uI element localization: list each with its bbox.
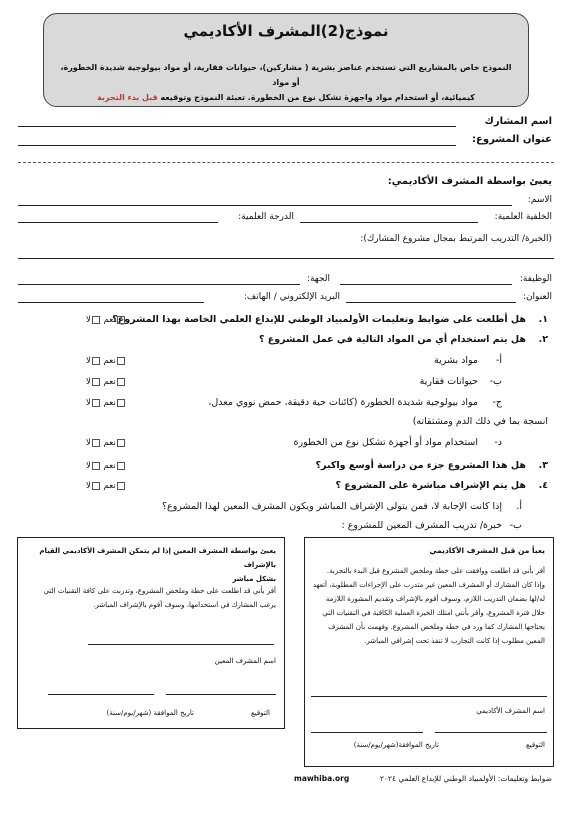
address-field[interactable] <box>346 302 516 303</box>
supervisor-section-heading: يعبئ بواسطة المشرف الأكاديمي: <box>387 176 552 187</box>
question-1-yes-checkbox[interactable] <box>117 316 125 324</box>
designated-supervisor-signature-label: التوقيع <box>251 709 270 717</box>
entity-label: الجهة: <box>306 274 330 284</box>
question-1-options: نعم لا <box>86 315 126 325</box>
designated-supervisor-panel <box>17 537 285 729</box>
academic-supervisor-panel <box>304 537 554 767</box>
job-label: الوظيفة: <box>519 274 552 284</box>
form-description <box>58 60 514 105</box>
supervisor-name-label: الاسم: <box>527 195 552 205</box>
academic-supervisor-date-label: تاريخ الموافقة(شهر/يوم/سنة) <box>353 741 439 749</box>
material-biohazard-no-checkbox[interactable] <box>92 399 100 407</box>
question-2-number: ٢. <box>538 334 548 345</box>
email-phone-label: البريد الإلكتروني / الهاتف: <box>243 292 340 302</box>
designated-supervisor-name-field[interactable] <box>88 644 274 645</box>
designated-supervisor-name-label: اسم المشرف المعين <box>214 657 276 665</box>
academic-supervisor-declaration: أقر بأني قد اطلعت ووافقت على خطة وملخص المشروع قبل البدء بالتجربة. وإذا كان المشارك أو المشرف المعين غير متدرب على الإجراءات المطلوبة، أتعهد له/لها بضمان التدريب اللازم، وسوف أقوم بالإشراف وتقديم المشورة اللازمة خلال فترة المشروع، وأقر بأنني امتلك الخبرة العملية الكافية في التقنيات التي يحتاجها المشارك كما ورد في خطة وملخص المشروع. وفهمت بأن المشرف المعين مطلوب إذا كانت التجارب لا تنفذ تحت إشرافي المباشر. <box>312 567 545 645</box>
email-phone-field[interactable] <box>18 302 204 303</box>
form-title: نموذج(2)المشرف الأكاديمي <box>183 22 389 40</box>
question-4a-number: أ. <box>516 501 522 512</box>
footer-text: ضوابط وتعليمات: الأولمبياد الوطني للإبداع العلمي ٢٠٢٤ <box>379 774 552 783</box>
material-vertebrate: حيوانات فقارية <box>419 376 478 387</box>
academic-supervisor-name-field[interactable] <box>311 696 547 697</box>
form-header <box>43 13 529 107</box>
designated-supervisor-date-label: تاريخ الموافقة (شهر/يوم/سنة) <box>106 709 194 717</box>
question-1-no-checkbox[interactable] <box>92 316 100 324</box>
question-3-no-checkbox[interactable] <box>92 462 100 470</box>
material-human: مواد بشرية <box>434 355 478 366</box>
question-4-no-checkbox[interactable] <box>92 482 100 490</box>
question-4: هل يتم الإشراف مباشرة على المشروع ؟ <box>335 480 526 491</box>
material-biohazard: مواد بيولوجية شديدة الخطورة (كائنات حية دقيقة، حمض نووي معدل، <box>208 397 478 408</box>
designated-supervisor-date-field[interactable] <box>48 694 154 695</box>
question-1: هل أطلعت على ضوابط وتعليمات الأولمبياد الوطني للإبداع العلمي الخاصة بهذا المشروع؟ <box>112 314 526 325</box>
footer-site: mawhiba.org <box>294 774 350 783</box>
academic-supervisor-name-label: اسم المشرف الأكاديمي <box>476 707 545 715</box>
project-title-label: عنوان المشروع: <box>472 134 552 145</box>
material-vertebrate-options: نعم لا <box>86 377 126 387</box>
material-a-number: أ- <box>495 355 502 366</box>
participant-name-field[interactable] <box>18 126 456 127</box>
material-d-number: د- <box>494 437 502 448</box>
before-experiment-note: قبل بدء التجربة <box>97 93 158 102</box>
form-description-line-2: كيميائية، أو استخدام مواد واجهزة تشكل نوع من الخطورة. تعبئة النموذج وتوقيعه قبل بدء التجربة <box>97 93 475 102</box>
experience-label: (الخبرة/ التدريب المرتبط بمجال مشروع المشارك): <box>360 234 552 244</box>
supervisor-name-field[interactable] <box>18 205 512 206</box>
question-3-number: ٣. <box>538 460 548 471</box>
material-human-no-checkbox[interactable] <box>92 357 100 365</box>
academic-supervisor-signature-field[interactable] <box>435 732 547 733</box>
academic-supervisor-panel-title: يعبأ من قبل المشرف الأكاديمي <box>429 546 545 555</box>
academic-degree-field[interactable] <box>18 222 218 223</box>
material-c-number: ج- <box>492 397 502 408</box>
academic-supervisor-date-field[interactable] <box>311 732 423 733</box>
designated-supervisor-signature-field[interactable] <box>166 694 276 695</box>
entity-field[interactable] <box>18 284 300 285</box>
material-b-number: ب- <box>489 376 502 387</box>
question-4-options: نعم لا <box>86 481 126 491</box>
material-human-yes-checkbox[interactable] <box>117 357 125 365</box>
job-field[interactable] <box>340 284 512 285</box>
academic-supervisor-signature-label: التوقيع <box>526 741 545 749</box>
material-hazardous-no-checkbox[interactable] <box>92 439 100 447</box>
designated-supervisor-declaration: أقر بأني قد اطلعت على خطة وملخص المشروع، وتدربت على كافة التقنيات التي يرغب المشارك في استخدامها، وسوف أقوم بالإشراف المباشر. <box>43 587 276 609</box>
material-hazardous-options: نعم لا <box>86 438 126 448</box>
question-4a: إذا كانت الإجابة لا، فمن يتولى الإشراف المباشر ويكون المشرف المعين لهذا المشروع؟ <box>161 501 502 512</box>
material-hazardous-devices: استخدام مواد أو أجهزة تشكل نوع من الخطورة <box>293 437 478 448</box>
address-label: العنوان: <box>522 292 552 302</box>
experience-field[interactable] <box>18 258 554 259</box>
question-1-number: ١. <box>538 314 548 325</box>
material-biohazard-yes-checkbox[interactable] <box>117 399 125 407</box>
material-biohazard-continued: انسجة بما في ذلك الدم ومشتقاته) <box>412 416 548 427</box>
question-3: هل هذا المشروع جزء من دراسة أوسع واكبر؟ <box>315 460 526 471</box>
form-description-line-1: النموذج خاص بالمشاريع التي تستخدم عناصر بشرية ( مشاركين)، حيوانات فقارية، أو مواد بيولوجية شديدة الخطورة، أو مواد <box>60 63 512 87</box>
question-4-number: ٤. <box>538 480 548 491</box>
question-3-options: نعم لا <box>86 461 126 471</box>
question-4-yes-checkbox[interactable] <box>117 482 125 490</box>
divider <box>18 162 554 163</box>
question-2: هل يتم استخدام أي من المواد التالية في عمل المشروع ؟ <box>258 334 526 345</box>
academic-degree-label: الدرجة العلمية: <box>238 212 294 222</box>
participant-name-label: اسم المشارك <box>484 116 552 127</box>
project-title-field[interactable] <box>18 145 456 146</box>
designated-supervisor-panel-title: يعبئ بواسطة المشرف المعين إذا لم يتمكن المشرف الأكاديمي القيام بالإشراف بشكل مباشر <box>39 547 276 583</box>
question-4b-number: ب- <box>509 520 522 531</box>
material-vertebrate-yes-checkbox[interactable] <box>117 378 125 386</box>
question-4b: خبرة/ تدريب المشرف المعين للمشروع : <box>341 520 502 531</box>
material-hazardous-yes-checkbox[interactable] <box>117 439 125 447</box>
material-biohazard-options: نعم لا <box>86 398 126 408</box>
material-vertebrate-no-checkbox[interactable] <box>92 378 100 386</box>
scientific-background-label: الخلفية العلمية: <box>494 212 552 222</box>
material-human-options: نعم لا <box>86 356 126 366</box>
question-3-yes-checkbox[interactable] <box>117 462 125 470</box>
scientific-background-field[interactable] <box>300 222 478 223</box>
